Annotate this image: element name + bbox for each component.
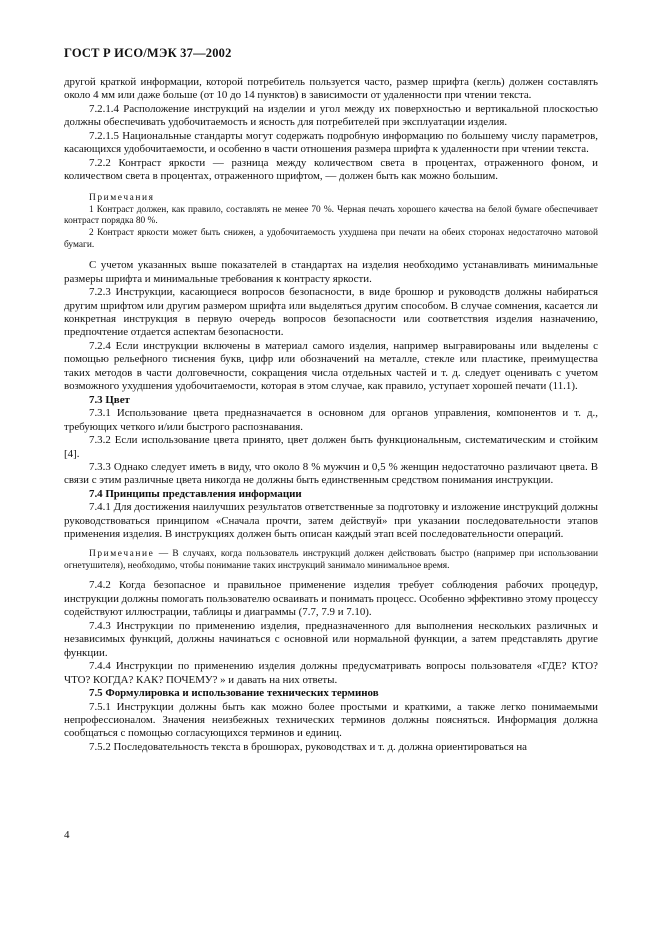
document-header: ГОСТ Р ИСО/МЭК 37—2002 [64,46,232,60]
notes-title: Примечания [89,192,155,203]
note-text: — В случаях, когда пользователь инструкций должен действовать быстро (например при использовании огнетушителя), необходимо, чтобы понимание таких инструкций занимало минимальное время. [64,548,598,571]
paragraph-7-3-2: 7.3.2 Если использование цвета принято, цвет должен быть функциональным, систематическим и стойким [4]. [64,434,598,460]
paragraph-7-2-4: 7.2.4 Если инструкции включены в материал самого изделия, например выгравированы или выделены с помощью рельефного тиснения букв, цифр или обозначений на металле, стекле или пластике, преимущества таких методов в части долговечности, сокращения числа отдельных частей и т. д. следует оценивать с учетом возможного ухудшения удобочитаемости, которая в этом случае, как правило, уступает хорошей печати (11.1). [64,339,598,393]
note-label: Примечание [89,548,155,559]
paragraph-7-2-3: 7.2.3 Инструкции, касающиеся вопросов безопасности, в виде брошюр и руководств должны набираться другим шрифтом или другим размером шрифта или выделяться другим способом. В случае сомнения, касается ли конкретная инструкция в первую очередь вопросов безопасности или соответствия изделия назначению, предпочтение отдается аспектам безопасности. [64,286,598,339]
paragraph-contrast-summary: С учетом указанных выше показателей в стандартах на изделия необходимо устанавливать минимальные размеры шрифта и минимальные требования к контрасту яркости. [64,259,598,285]
section-heading-7-4: 7.4 Принципы представления информации [89,487,302,500]
notes-block [64,193,598,253]
page-number: 4 [64,829,70,841]
paragraph-7-4-4: 7.4.4 Инструкции по применению изделия должны предусматривать вопросы пользователя «ГДЕ? КТО? ЧТО? КОГДА? КАК? ПОЧЕМУ? » и давать на них ответы. [64,660,598,686]
paragraph-7-2-2: 7.2.2 Контраст яркости — разница между количеством света в процентах, отраженного фоном, и количеством света в процентах, отраженного шрифтом, — должен быть как можно большим. [64,156,598,183]
note-single [64,549,598,573]
paragraph-7-5-2: 7.5.2 Последовательность текста в брошюрах, руководствах и т. д. должна ориентироваться на [89,740,528,753]
note-item-1: 1 Контраст должен, как правило, составлять не менее 70 %. Черная печать хорошего качества на белой бумаге обеспечивает контраст порядка 80 %. [64,204,598,227]
note-block-single [64,549,598,573]
paragraph-7-3-1: 7.3.1 Использование цвета предназначается в основном для органов управления, компонентов и т. д., требующих четкого и/или быстрого распознавания. [64,407,598,433]
note-item-2: 2 Контраст яркости может быть снижен, а удобочитаемость ухудшена при печати на обеих сторонах недостаточно матовой бумаги. [64,228,598,251]
paragraph-7-3-3: 7.3.3 Однако следует иметь в виду, что около 8 % мужчин и 0,5 % женщин недостаточно различают цвета. В связи с этим различные цвета никогда не должны быть единственным средством понимания инструкции. [64,460,598,487]
paragraph-7-4-1: 7.4.1 Для достижения наилучших результатов ответственные за подготовку и изложение инструкций должны руководствоваться принципом «Сначала прочти, затем действуй» при указании последовательности этапов применения изделия. В инструкциях должен быть описан каждый этап всей последовательности операций. [64,501,598,541]
paragraph-7-2-1-4: 7.2.1.4 Расположение инструкций на изделии и угол между их поверхностью и вертикальной плоскостью должны обеспечивать удобочитаемость и ясность для потребителей при эксплуатации изделия. [64,102,598,129]
paragraph-7-5-1: 7.5.1 Инструкции должны быть как можно более простыми и краткими, а также легко понимаемыми непрофессионалом. Значения неизбежных технических терминов должны поясняться. Информация должна сообщаться с помощью согласующихся терминов и единиц. [64,700,598,740]
paragraph-continuation: другой краткой информации, которой потребитель пользуется часто, размер шрифта (кегль) должен составлять около 4 мм или даже больше (от 10 до 14 пунктов) в зависимости от удаленности при чтении текста. [64,76,598,102]
paragraph-7-4-2: 7.4.2 Когда безопасное и правильное применение изделия требует соблюдения рабочих процедур, инструкции должны помогать пользователю осваивать и понимать процесс. Особенно эффективно этому процессу содействуют иллюстрации, таблицы и диаграммы (7.7, 7.9 и 7.10). [64,579,598,619]
paragraph-7-2-1-5: 7.2.1.5 Национальные стандарты могут содержать подробную информацию по большему числу параметров, касающихся удобочитаемости, и особенно в части отношения размера шрифта к удаленности при чтении текста. [64,129,598,156]
section-heading-7-5: 7.5 Формулировка и использование технических терминов [89,687,379,700]
document-body [64,76,598,754]
section-heading-7-3: 7.3 Цвет [89,393,130,406]
paragraph-7-4-3: 7.4.3 Инструкции по применению изделия, предназначенного для выполнения нескольких различных и независимых функций, должны начинаться с основной или нормальной функции, а затем представлять другие функции. [64,619,598,659]
